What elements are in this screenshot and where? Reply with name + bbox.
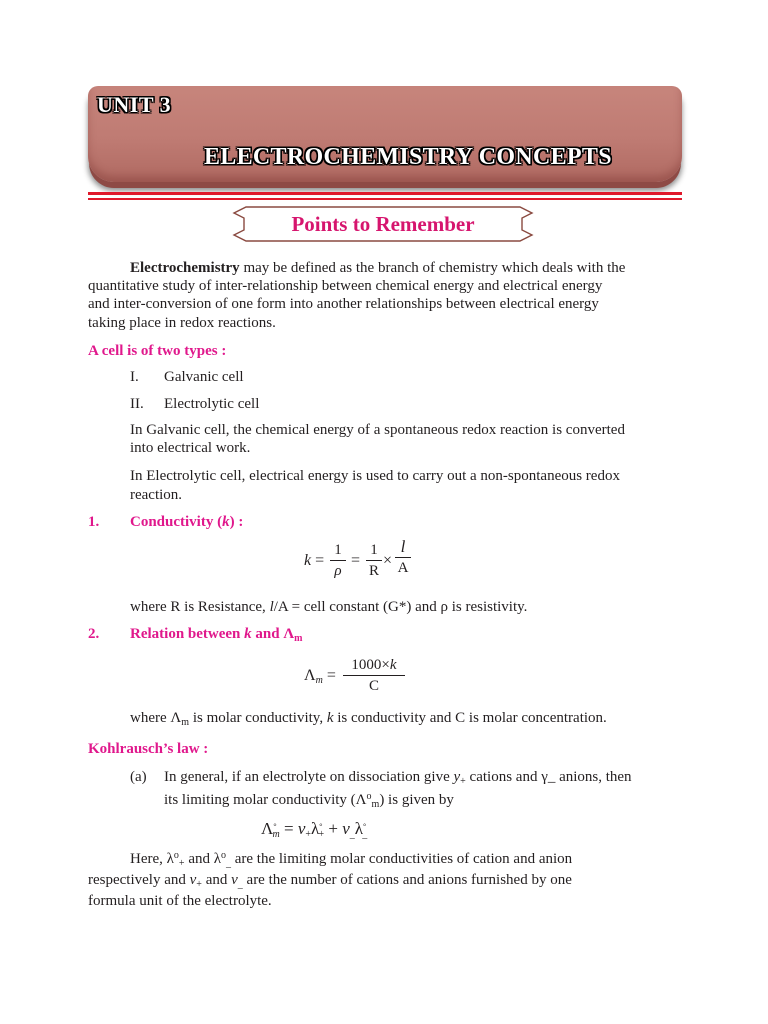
kohlrausch-line-2: its limiting molar conductivity $(\Lambda^o_m)$ is given by — [164, 791, 454, 810]
kohlrausch-label: (a) — [130, 769, 147, 785]
divider-thick — [88, 192, 682, 195]
electrolytic-line-1: In Electrolytic cell, electrical energy is used to carry out a non-spontaneous redox — [130, 468, 620, 484]
divider-thin — [88, 198, 682, 200]
intro-line-1 — [130, 259, 625, 278]
cell-types-heading: A cell is of two types : — [88, 343, 227, 359]
galvanic-line-1: In Galvanic cell, the chemical energy of a spontaneous redox reaction is converted — [130, 422, 625, 438]
cell-item-num-2: II. — [130, 396, 144, 412]
intro-term: Electrochemistry — [130, 260, 240, 276]
here-line: Here, $\lambda^o_+$ and $\lambda^o_{\_}$ are the limiting molar conductivities of cation and anion — [130, 850, 573, 869]
eq-lambda-m: $\Lambda_m$ = — [304, 667, 336, 686]
formula-unit-line: formula unit of the electrolyte. — [88, 893, 272, 909]
cell-item-label-1: Galvanic cell — [164, 369, 244, 385]
intro-line-3: and inter-conversion of one form into another relationships between electrical energy — [88, 296, 599, 312]
section-heading-box — [232, 205, 534, 243]
kohlrausch-heading: Kohlrausch’s law : — [88, 741, 209, 757]
intro-text-1: may be defined as the branch of chemistry which deals with the — [243, 260, 626, 276]
cell-item-num-1: I. — [130, 369, 139, 385]
respectively-line: respectively and $v_+$ and $v_{\_}$ are the number of cations and anions furnished by one — [88, 872, 572, 890]
eq-k-var: k = — [304, 552, 325, 569]
intro-line-2: quantitative study of inter-relationship between chemical energy and electrical energy — [88, 278, 603, 294]
section-heading: Points to Remember — [291, 211, 475, 236]
eq-equals: = — [351, 552, 361, 569]
eq-frac-1000k-C: 1000×k C — [343, 656, 405, 695]
conductivity-where: where R is Resistance, l/A = cell constant (G*) and ρ is resistivity. — [130, 599, 528, 615]
relation-heading: Relation between k and $\Lambda_m$ — [130, 626, 303, 644]
relation-where: where $\Lambda_m$ is molar conductivity, k is conductivity and C is molar concentration. — [130, 710, 607, 728]
eq-times: × — [383, 552, 393, 569]
eq-kohlrausch: $\Lambda^\circ_m = v_+\lambda^\circ_+ + v_{\_}\lambda^\circ_{\_}$ — [261, 819, 368, 840]
eq-frac-one-R: 1 R — [366, 541, 382, 580]
intro-line-4: taking place in redox reactions. — [88, 315, 276, 331]
galvanic-line-2: into electrical work. — [130, 440, 251, 456]
relation-num: 2. — [88, 626, 100, 642]
cell-item-label-2: Electrolytic cell — [164, 396, 260, 412]
eq-frac-l-A: l A — [395, 538, 411, 577]
conductivity-heading: Conductivity (k) : — [130, 514, 244, 530]
chapter-title: ELECTROCHEMISTRY CONCEPTS — [204, 144, 612, 170]
unit-title: UNIT 3 — [97, 92, 172, 117]
kohlrausch-line-1: In general, if an electrolyte on dissociation give $y_+$ cations and γ_ anions, then — [164, 769, 632, 787]
electrolytic-line-2: reaction. — [130, 487, 183, 503]
conductivity-num: 1. — [88, 514, 100, 530]
eq-frac-one-rho: 1 ρ — [330, 541, 346, 580]
